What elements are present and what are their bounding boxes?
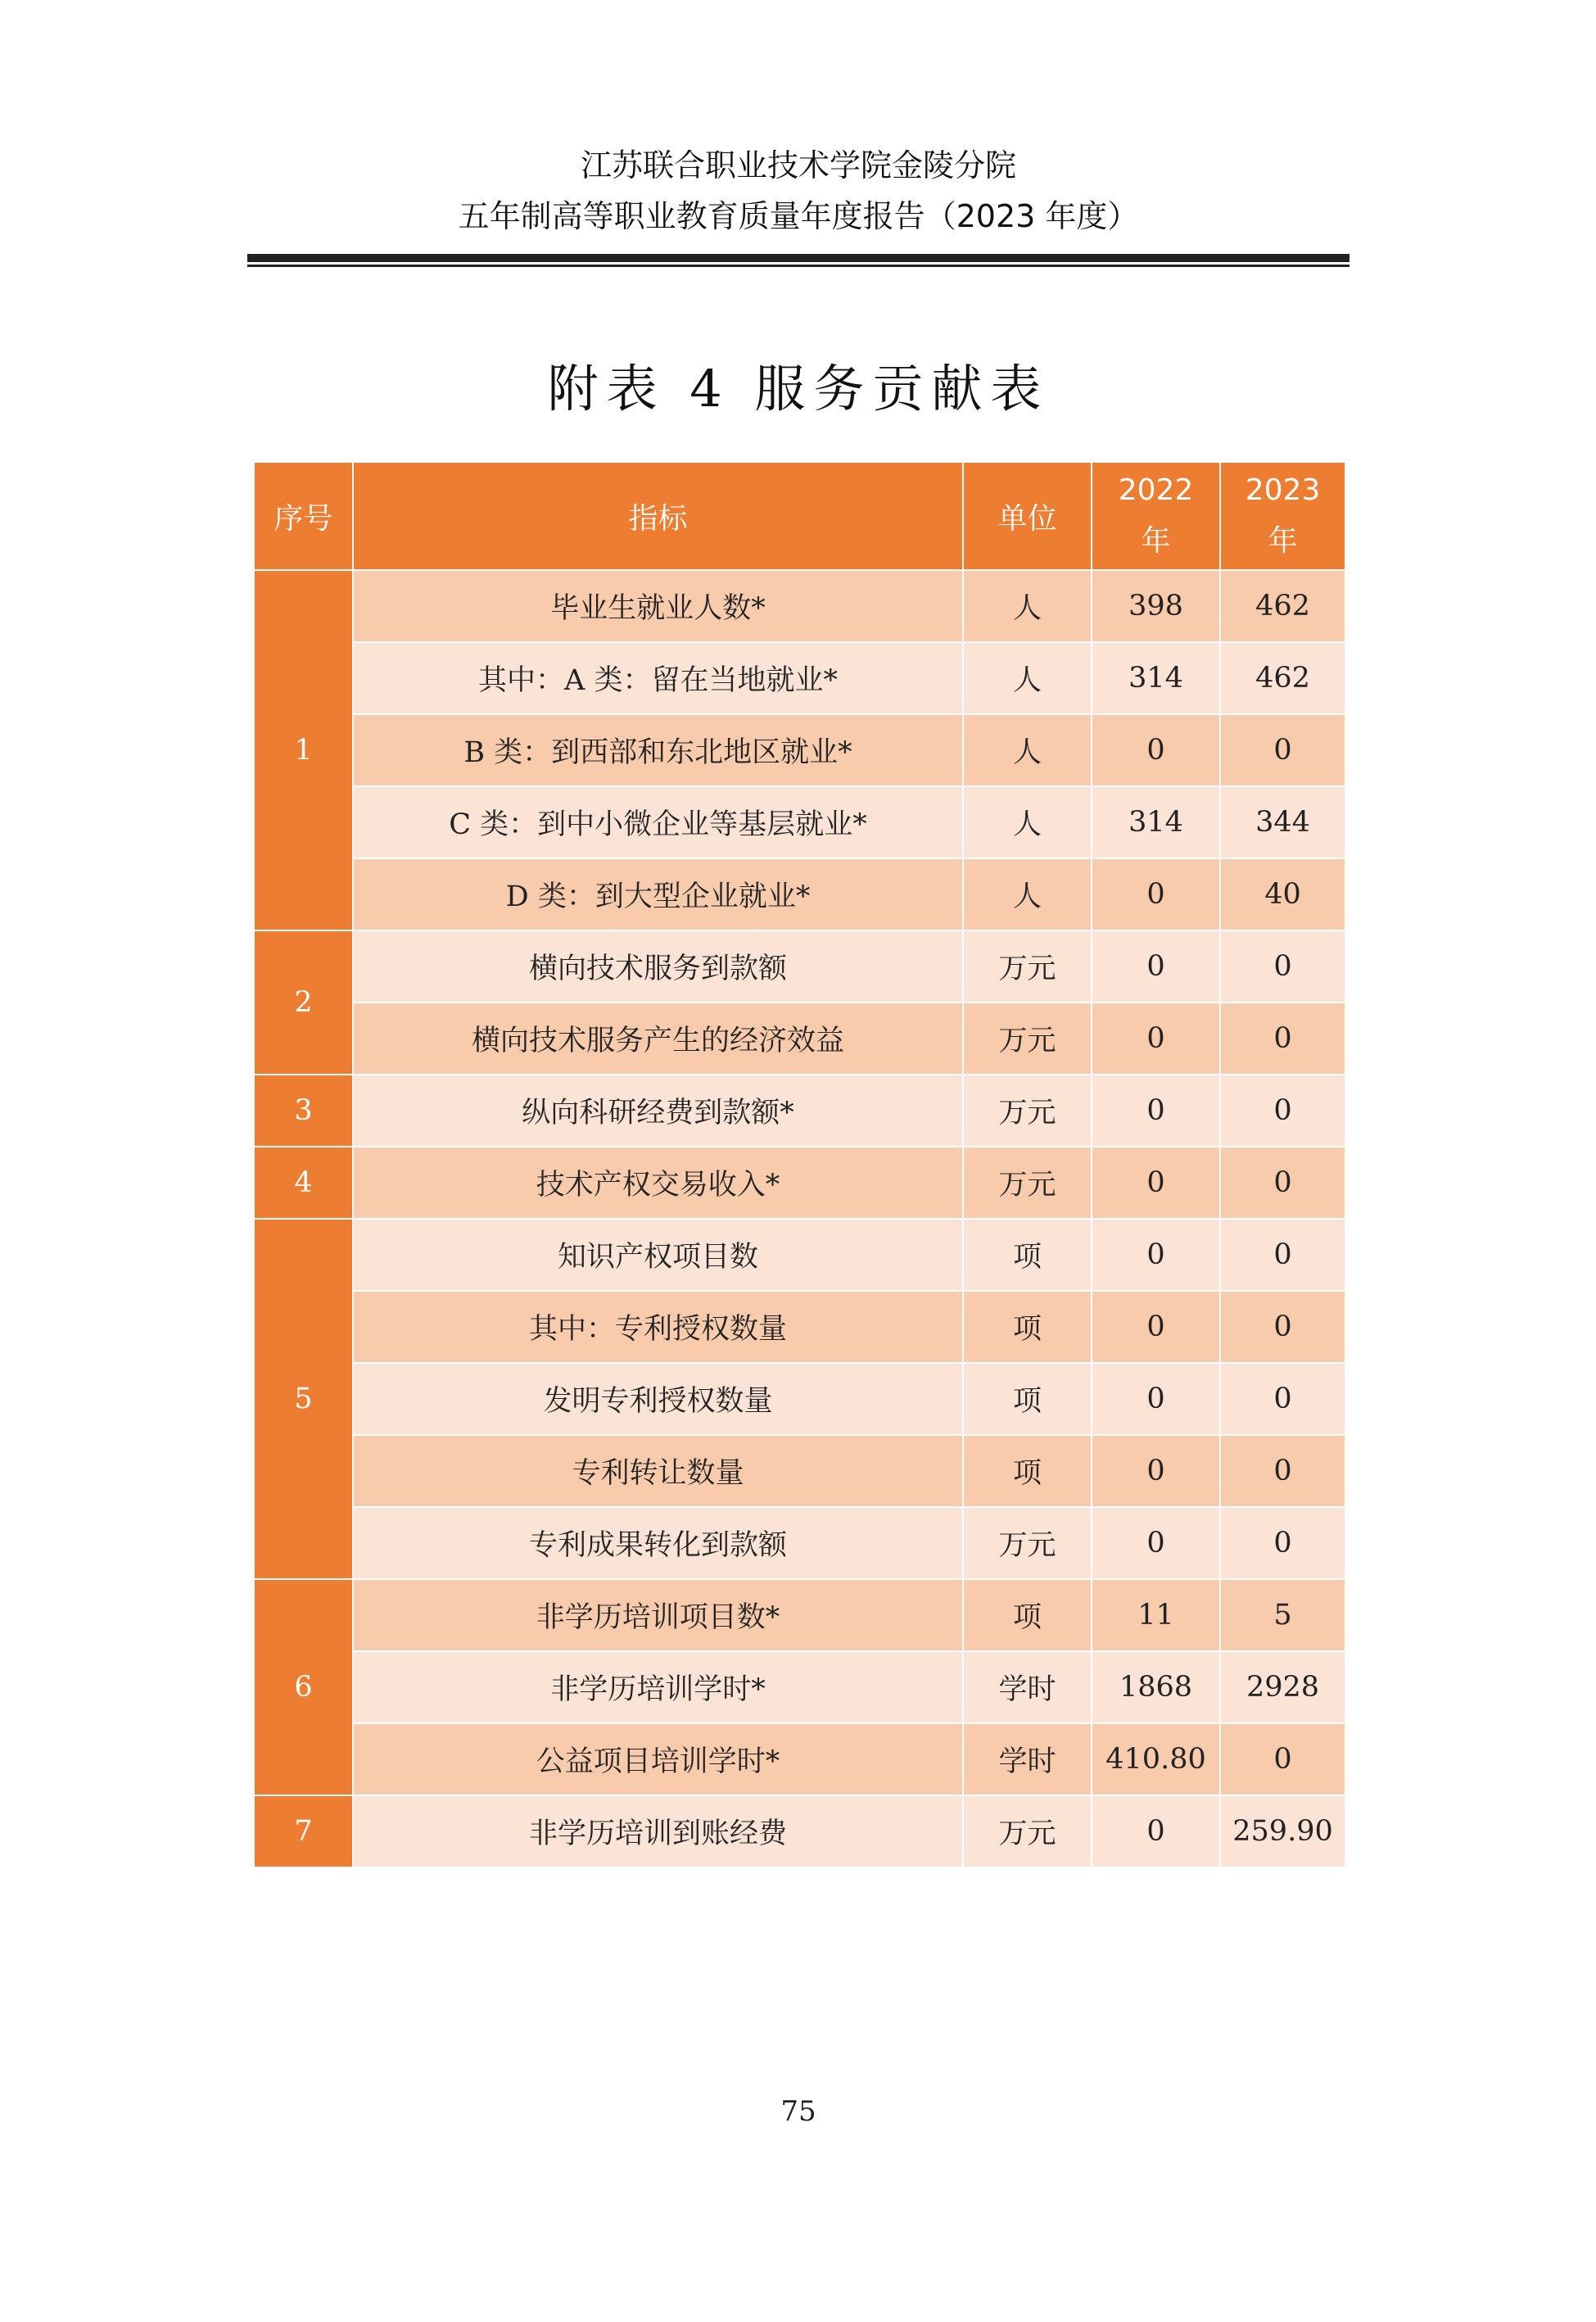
- value-2023-cell: 0: [1220, 1435, 1345, 1507]
- indicator-cell: B 类：到西部和东北地区就业*: [353, 714, 963, 786]
- indicator-cell: 非学历培训到账经费: [353, 1795, 963, 1867]
- value-2023-cell: 0: [1220, 714, 1345, 786]
- value-2023-cell: 0: [1220, 930, 1345, 1003]
- unit-cell: 项: [963, 1219, 1092, 1291]
- value-2023-cell: 0: [1220, 1363, 1345, 1435]
- header-indicator: 指标: [353, 462, 963, 570]
- value-2022-cell: 0: [1092, 1003, 1220, 1075]
- table-row: [254, 1579, 1345, 1651]
- value-2023-cell: 5: [1220, 1579, 1345, 1651]
- header-report-title: 五年制高等职业教育质量年度报告（2023 年度）: [458, 197, 1139, 234]
- seq-cell: 5: [254, 1219, 353, 1579]
- table-row: [254, 786, 1345, 858]
- header-year-2022: [1092, 462, 1220, 570]
- value-2022-cell: 314: [1092, 786, 1220, 858]
- indicator-cell: 其中：专利授权数量: [353, 1291, 963, 1363]
- table-row: [254, 1723, 1345, 1795]
- table-row: [254, 642, 1345, 714]
- indicator-cell: 非学历培训学时*: [353, 1651, 963, 1723]
- indicator-cell: 公益项目培训学时*: [353, 1723, 963, 1795]
- value-2022-cell: 0: [1092, 1795, 1220, 1867]
- unit-cell: 项: [963, 1291, 1092, 1363]
- value-2022-cell: 0: [1092, 1147, 1220, 1219]
- unit-cell: 万元: [963, 1507, 1092, 1579]
- value-2022-cell: 398: [1092, 570, 1220, 642]
- table-header-row: [254, 462, 1345, 570]
- table-row: [254, 930, 1345, 1003]
- unit-cell: 万元: [963, 1795, 1092, 1867]
- header-year-2023-suffix: 年: [1268, 524, 1298, 558]
- value-2022-cell: 0: [1092, 714, 1220, 786]
- page-header: [247, 147, 1350, 235]
- table-row: [254, 1003, 1345, 1075]
- indicator-cell: 纵向科研经费到款额*: [353, 1075, 963, 1147]
- value-2022-cell: 1868: [1092, 1651, 1220, 1723]
- value-2022-cell: 0: [1092, 1075, 1220, 1147]
- header-year-2023-number: 2023: [1245, 473, 1321, 507]
- seq-cell: 2: [254, 930, 353, 1075]
- unit-cell: 项: [963, 1363, 1092, 1435]
- header-divider-thick: [247, 254, 1350, 262]
- seq-cell: 7: [254, 1795, 353, 1867]
- value-2022-cell: 0: [1092, 858, 1220, 930]
- seq-cell: 6: [254, 1579, 353, 1795]
- value-2022-cell: 0: [1092, 1363, 1220, 1435]
- value-2022-cell: 0: [1092, 930, 1220, 1003]
- unit-cell: 人: [963, 786, 1092, 858]
- header-institution: 江苏联合职业技术学院金陵分院: [580, 147, 1016, 183]
- service-contribution-table: [253, 461, 1346, 1868]
- table-row: [254, 1795, 1345, 1867]
- value-2023-cell: 0: [1220, 1147, 1345, 1219]
- header-unit: 单位: [963, 462, 1092, 570]
- value-2023-cell: 344: [1220, 786, 1345, 858]
- header-year-2022-suffix: 年: [1141, 524, 1171, 558]
- unit-cell: 学时: [963, 1723, 1092, 1795]
- indicator-cell: 非学历培训项目数*: [353, 1579, 963, 1651]
- value-2022-cell: 0: [1092, 1435, 1220, 1507]
- unit-cell: 人: [963, 642, 1092, 714]
- value-2023-cell: 0: [1220, 1219, 1345, 1291]
- value-2023-cell: 0: [1220, 1075, 1345, 1147]
- table-row: [254, 1147, 1345, 1219]
- table-row: [254, 1363, 1345, 1435]
- table-row: [254, 1507, 1345, 1579]
- unit-cell: 学时: [963, 1651, 1092, 1723]
- indicator-cell: 发明专利授权数量: [353, 1363, 963, 1435]
- indicator-cell: 其中：A 类：留在当地就业*: [353, 642, 963, 714]
- unit-cell: 项: [963, 1579, 1092, 1651]
- value-2022-cell: 0: [1092, 1219, 1220, 1291]
- table-row: [254, 1435, 1345, 1507]
- value-2022-cell: 410.80: [1092, 1723, 1220, 1795]
- header-divider: [247, 254, 1350, 267]
- table-title: 附表 4 服务贡献表: [547, 359, 1050, 419]
- seq-cell: 1: [254, 570, 353, 930]
- unit-cell: 人: [963, 570, 1092, 642]
- indicator-cell: D 类：到大型企业就业*: [353, 858, 963, 930]
- value-2023-cell: 462: [1220, 642, 1345, 714]
- table-row: [254, 1291, 1345, 1363]
- indicator-cell: 专利转让数量: [353, 1435, 963, 1507]
- page-number: 75: [780, 2095, 816, 2128]
- seq-cell: 4: [254, 1147, 353, 1219]
- indicator-cell: C 类：到中小微企业等基层就业*: [353, 786, 963, 858]
- unit-cell: 万元: [963, 1003, 1092, 1075]
- header-seq: 序号: [254, 462, 353, 570]
- value-2023-cell: 259.90: [1220, 1795, 1345, 1867]
- value-2023-cell: 0: [1220, 1003, 1345, 1075]
- indicator-cell: 横向技术服务产生的经济效益: [353, 1003, 963, 1075]
- value-2022-cell: 0: [1092, 1507, 1220, 1579]
- value-2023-cell: 0: [1220, 1507, 1345, 1579]
- header-year-2022-number: 2022: [1118, 473, 1194, 507]
- unit-cell: 万元: [963, 930, 1092, 1003]
- indicator-cell: 横向技术服务到款额: [353, 930, 963, 1003]
- indicator-cell: 技术产权交易收入*: [353, 1147, 963, 1219]
- value-2023-cell: 0: [1220, 1723, 1345, 1795]
- table-row: [254, 858, 1345, 930]
- table-row: [254, 1075, 1345, 1147]
- indicator-cell: 专利成果转化到款额: [353, 1507, 963, 1579]
- unit-cell: 万元: [963, 1147, 1092, 1219]
- value-2023-cell: 462: [1220, 570, 1345, 642]
- value-2023-cell: 0: [1220, 1291, 1345, 1363]
- unit-cell: 万元: [963, 1075, 1092, 1147]
- value-2023-cell: 40: [1220, 858, 1345, 930]
- value-2022-cell: 0: [1092, 1291, 1220, 1363]
- value-2023-cell: 2928: [1220, 1651, 1345, 1723]
- seq-cell: 3: [254, 1075, 353, 1147]
- value-2022-cell: 314: [1092, 642, 1220, 714]
- value-2022-cell: 11: [1092, 1579, 1220, 1651]
- table-row: [254, 570, 1345, 642]
- table-row: [254, 1219, 1345, 1291]
- unit-cell: 项: [963, 1435, 1092, 1507]
- indicator-cell: 毕业生就业人数*: [353, 570, 963, 642]
- header-year-2023: [1220, 462, 1345, 570]
- table-row: [254, 714, 1345, 786]
- table-row: [254, 1651, 1345, 1723]
- unit-cell: 人: [963, 714, 1092, 786]
- header-divider-thin: [247, 265, 1350, 267]
- indicator-cell: 知识产权项目数: [353, 1219, 963, 1291]
- unit-cell: 人: [963, 858, 1092, 930]
